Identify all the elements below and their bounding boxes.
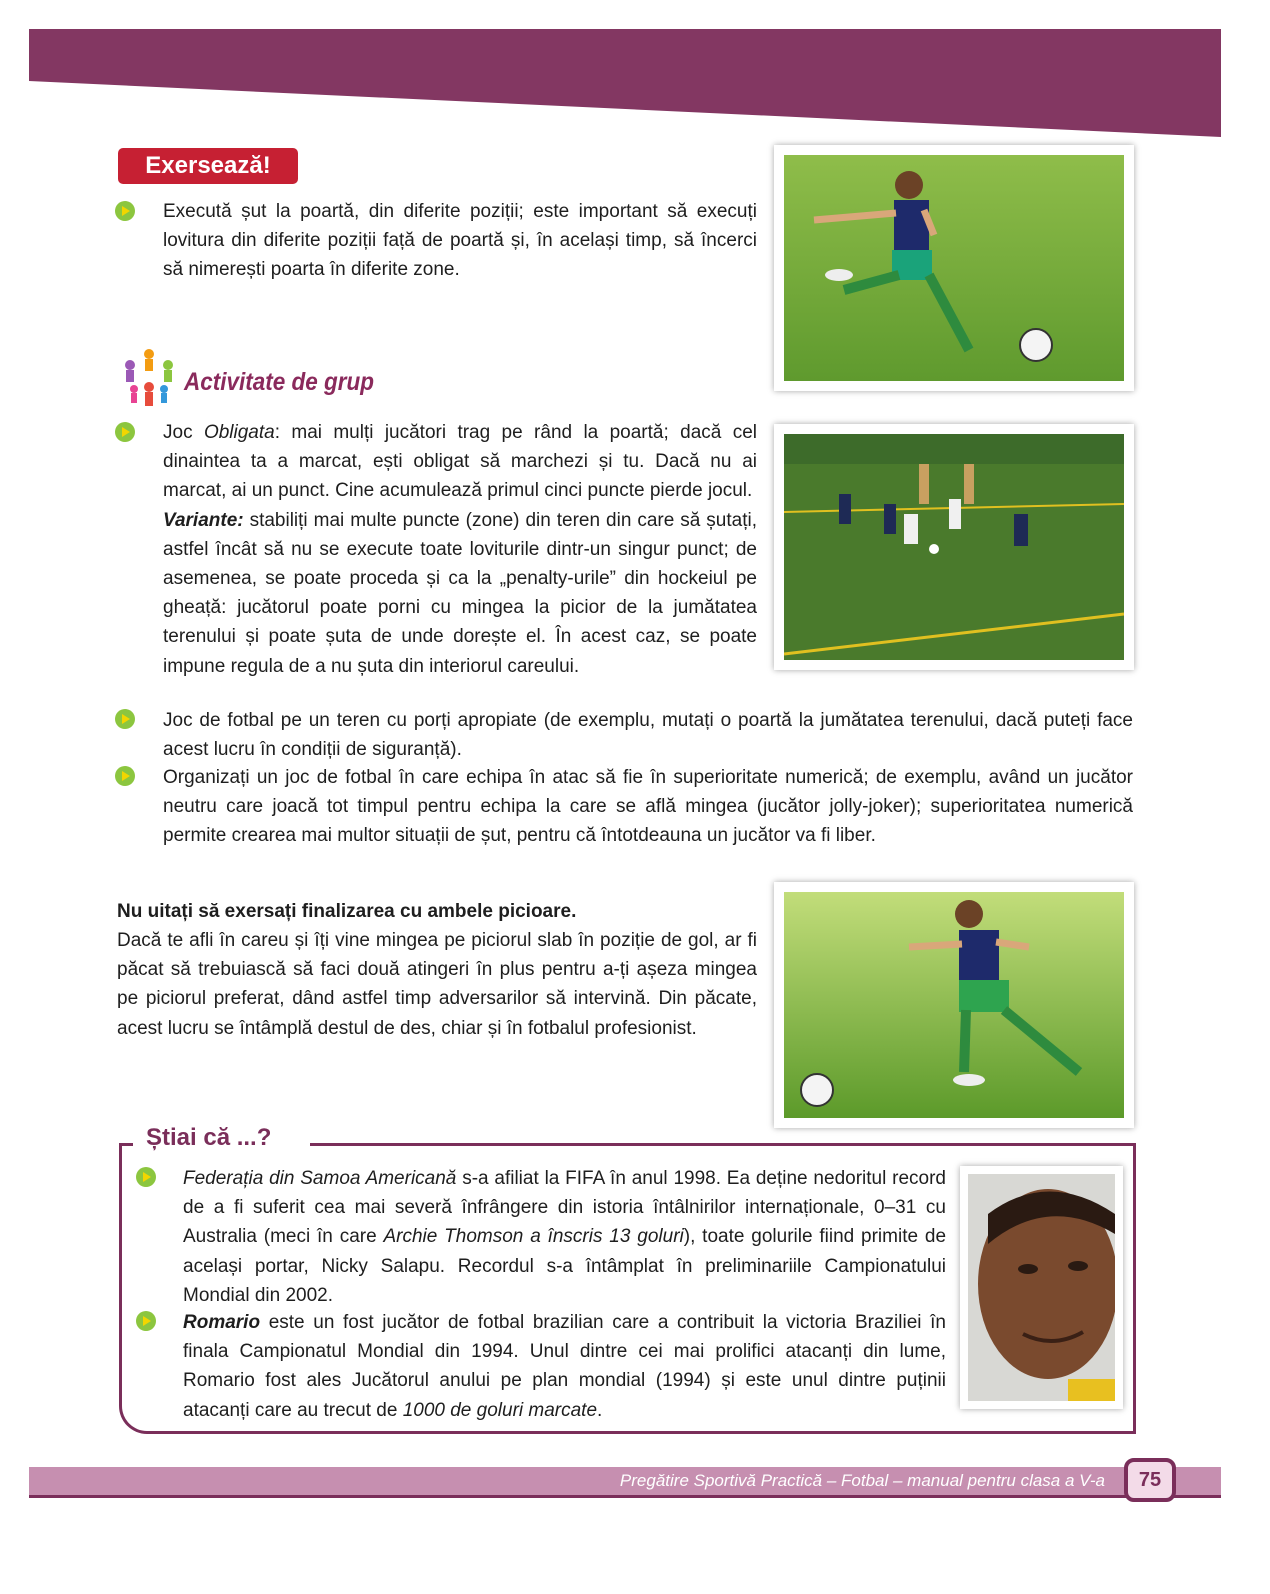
top-banner (29, 29, 1246, 141)
finalizare-heading: Nu uitați să exersați finalizarea cu ambele picioare. (117, 901, 577, 922)
photo-kids-playing (774, 424, 1134, 670)
bullet-icon (114, 200, 136, 222)
did-you-know-border-left (119, 1143, 133, 1146)
finalizare-text: Dacă te afli în careu și îți vine mingea pe piciorul slab în poziție de gol, ar fi păcat să trebuiască să faci două atingeri în plus pentru a-ți așeza mingea pe piciorul preferat, dând astfel timp adversarilor să intervină. Din păcate, acest lucru se întâmplă destul de des, chiar și în fotbalul profesionist. (117, 930, 757, 1039)
group-activity-title: Activitate de grup (184, 368, 375, 396)
bullet-icon (114, 708, 136, 730)
exerseaza-text: Execută șut la poartă, din diferite poziții; este important să execuți lovitura din diferite poziții față de poartă și, în același timp, să încerci să nimerești poarta în diferite zone. (163, 201, 757, 281)
did-you-know-samoa: Federația din Samoa Americană s-a afiliat la FIFA în anul 1998. Ea deține nedoritul record de a fi suferit cea mai severă înfrângere din istoria întâlnirilor internaționale, 0–31 cu Australia (meci în care Archie Thomson a înscris 13 goluri), toate golurile fiind primite de același portar, Nicky Salapu. Recordul s-a întâmplat în preliminariile Campionatului Mondial din 2002. (183, 1168, 947, 1306)
photo-boy-running (774, 882, 1134, 1128)
exerseaza-tag: Exersează! (118, 148, 298, 184)
page-number: 75 (1124, 1458, 1176, 1502)
activity-item-obligata: Joc Obligata: mai mulți jucători trag pe rând la poartă; dacă cel dinaintea ta a marcat, ești obligat să marchezi și tu. Dacă nu ai marcat, ai un punct. Cine acumulează primul cinci puncte pierde jocul. Variante: stabiliți mai multe puncte (zone) din teren din care să șutați, astfel încât să nu se execute toate loviturile dintr-un singur punct; de asemenea, se poate proceda și ca la „penalty-urile” din hockeiul pe gheață: jucătorul poate porni cu mingea la picior de la jumătatea terenului și poate șuta de unde dorește el. În acest caz, se poate impune regula de a nu șuta din interiorul careului. (163, 422, 757, 677)
activity-item-close-goals: Joc de fotbal pe un teren cu porți apropiate (de exemplu, mutați o poartă la jumătatea terenului, dacă puteți face acest lucru în condiții de siguranță). (163, 710, 1133, 761)
footer-line (29, 1495, 1221, 1498)
activity-item-numeric-superiority: Organizați un joc de fotbal în care echipa în atac să fie în superioritate numerică; de exemplu, având un jucător neutru care joacă tot timpul pentru echipa la care se află mingea (jucător jolly-joker); superioritatea numerică permite crearea mai multor situații de șut, pentru că întotdeauna un jucător va fi liber. (163, 767, 1133, 847)
did-you-know-title: Știai că ...? (146, 1124, 272, 1151)
footer-text: Pregătire Sportivă Practică – Fotbal – manual pentru clasa a V-a (619, 1471, 1105, 1490)
photo-romario-portrait (960, 1166, 1123, 1409)
bullet-icon (135, 1166, 157, 1188)
bullet-icon (114, 421, 136, 443)
did-you-know-romario: Romario este un fost jucător de fotbal brazilian care a contribuit la victoria Braziliei în finala Campionatul Mondial din 1994. Unul dintre cei mai prolifici atacanți din lume, Romario fost ales Jucătorul anului pe plan mondial (1994) și este unul dintre puținii atacanți care au trecut de 1000 de goluri marcate. (183, 1312, 946, 1421)
photo-boy-kicking (774, 145, 1134, 391)
bullet-icon (135, 1310, 157, 1332)
group-activity-icon (118, 347, 180, 409)
bullet-icon (114, 765, 136, 787)
did-you-know-border-top (310, 1143, 1136, 1146)
